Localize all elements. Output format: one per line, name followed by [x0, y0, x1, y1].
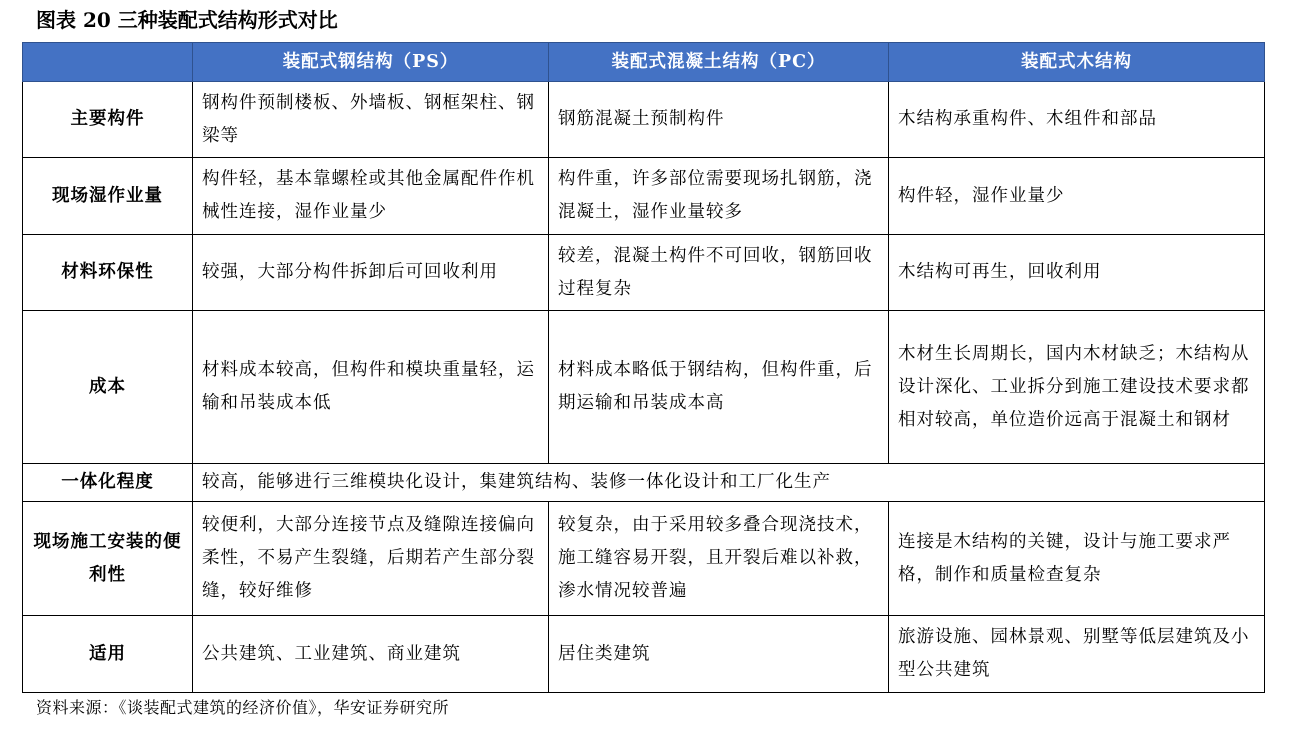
table-cell: 木材生长周期长，国内木材缺乏；木结构从设计深化、工业拆分到施工建设技术要求都相对较高，单位造价远高于混凝土和钢材: [889, 311, 1265, 464]
header-pc: 装配式混凝土结构（PC）: [549, 43, 889, 82]
table-header-row: [23, 43, 1265, 82]
table-cell: 旅游设施、园林景观、别墅等低层建筑及小型公共建筑: [889, 616, 1265, 693]
table-cell: 较强，大部分构件拆卸后可回收利用: [193, 235, 549, 311]
header-ps: 装配式钢结构（PS）: [193, 43, 549, 82]
table-cell: 居住类建筑: [549, 616, 889, 693]
table-cell: 较差，混凝土构件不可回收，钢筋回收过程复杂: [549, 235, 889, 311]
table-row: [23, 464, 1265, 502]
row-label: 材料环保性: [23, 235, 193, 311]
row-label: 现场湿作业量: [23, 158, 193, 235]
table-cell: 材料成本较高，但构件和模块重量轻，运输和吊装成本低: [193, 311, 549, 464]
figure-title: 图表 20 三种装配式结构形式对比: [36, 8, 338, 32]
comparison-table: [22, 42, 1265, 693]
table-row: [23, 158, 1265, 235]
table-row: [23, 502, 1265, 616]
table-cell: 木结构可再生，回收利用: [889, 235, 1265, 311]
table-cell: 较复杂，由于采用较多叠合现浇技术，施工缝容易开裂，且开裂后难以补救，渗水情况较普遍: [549, 502, 889, 616]
table-row: [23, 82, 1265, 158]
table-cell: 连接是木结构的关键，设计与施工要求严格，制作和质量检查复杂: [889, 502, 1265, 616]
table-row: [23, 616, 1265, 693]
table-cell-merged: 较高，能够进行三维模块化设计，集建筑结构、装修一体化设计和工厂化生产: [193, 464, 1265, 502]
table-cell: 木结构承重构件、木组件和部品: [889, 82, 1265, 158]
header-wood: 装配式木结构: [889, 43, 1265, 82]
row-label: 适用: [23, 616, 193, 693]
table-cell: 钢构件预制楼板、外墙板、钢框架柱、钢梁等: [193, 82, 549, 158]
row-label: 主要构件: [23, 82, 193, 158]
row-label: 一体化程度: [23, 464, 193, 502]
table-cell: 构件重，许多部位需要现场扎钢筋，浇混凝土，湿作业量较多: [549, 158, 889, 235]
table-cell: 材料成本略低于钢结构，但构件重，后期运输和吊装成本高: [549, 311, 889, 464]
table-cell: 较便利，大部分连接节点及缝隙连接偏向柔性，不易产生裂缝，后期若产生部分裂缝，较好维修: [193, 502, 549, 616]
table-row: [23, 235, 1265, 311]
source-note: 资料来源：《谈装配式建筑的经济价值》，华安证券研究所: [36, 698, 450, 717]
row-label: 现场施工安装的便利性: [23, 502, 193, 616]
table-cell: 构件轻，基本靠螺栓或其他金属配件作机械性连接，湿作业量少: [193, 158, 549, 235]
row-label: 成本: [23, 311, 193, 464]
table-cell: 公共建筑、工业建筑、商业建筑: [193, 616, 549, 693]
table-cell: 构件轻，湿作业量少: [889, 158, 1265, 235]
header-corner: [23, 43, 193, 82]
table-row: [23, 311, 1265, 464]
table-cell: 钢筋混凝土预制构件: [549, 82, 889, 158]
